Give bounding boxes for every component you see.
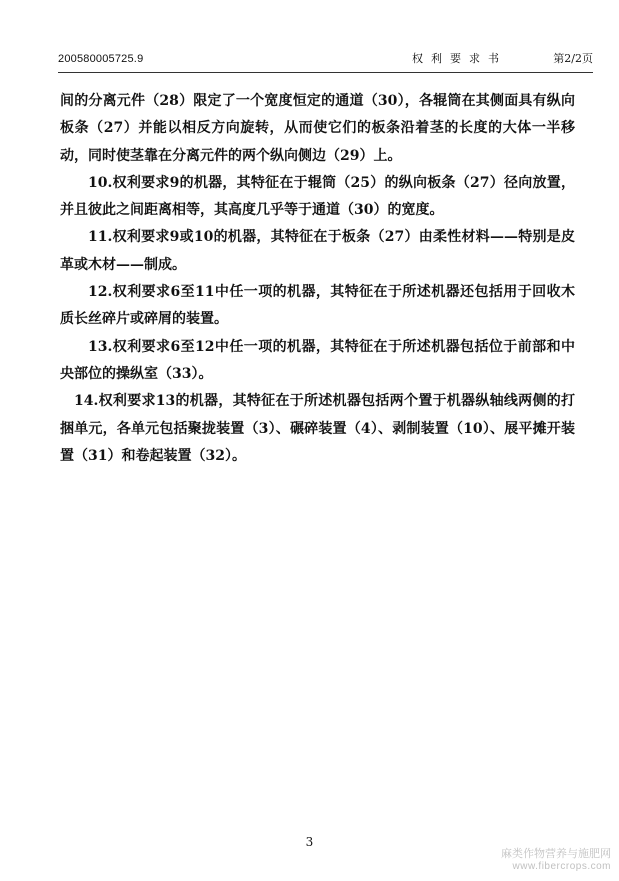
- claim-12: 12.权利要求6至11中任一项的机器，其特征在于所述机器还包括用于回收木质长丝碎片或碎屑的装置。: [60, 284, 575, 328]
- document-type-title: 权利要求书: [412, 52, 507, 65]
- watermark-url: www.fibercrops.com: [512, 861, 611, 872]
- header-divider: [58, 72, 593, 73]
- watermark: [501, 847, 611, 873]
- claims-body: [60, 88, 575, 470]
- page-number: 3: [305, 835, 314, 849]
- page-info: 第2/2页: [553, 52, 593, 65]
- claim-9-continuation: 间的分离元件（28）限定了一个宽度恒定的通道（30），各辊筒在其侧面具有纵向板条（27）并能以相反方向旋转，从而使它们的板条沿着茎的长度的大体一半移动，同时使茎靠在分离元件的两个纵向侧边（29）上。: [60, 93, 575, 164]
- application-number: 200580005725.9: [58, 53, 144, 65]
- claim-10: 10.权利要求9的机器，其特征在于辊筒（25）的纵向板条（27）径向放置，并且彼此之间距离相等，其高度几乎等于通道（30）的宽度。: [60, 174, 575, 219]
- claim-14: 14.权利要求13的机器，其特征在于所述机器包括两个置于机器纵轴线两侧的打捆单元，各单元包括聚拢装置（3）、碾碎装置（4）、剥制装置（10）、展平摊开装置（31）和卷起装置（32）。: [60, 393, 575, 464]
- watermark-site-name: 麻类作物营养与施肥网: [501, 847, 611, 860]
- claim-13: 13.权利要求6至12中任一项的机器，其特征在于所述机器包括位于前部和中央部位的操纵室（33）。: [60, 338, 575, 382]
- claim-11: 11.权利要求9或10的机器，其特征在于板条（27）由柔性材料——特别是皮革或木材——制成。: [60, 229, 575, 273]
- page-header: [58, 50, 593, 68]
